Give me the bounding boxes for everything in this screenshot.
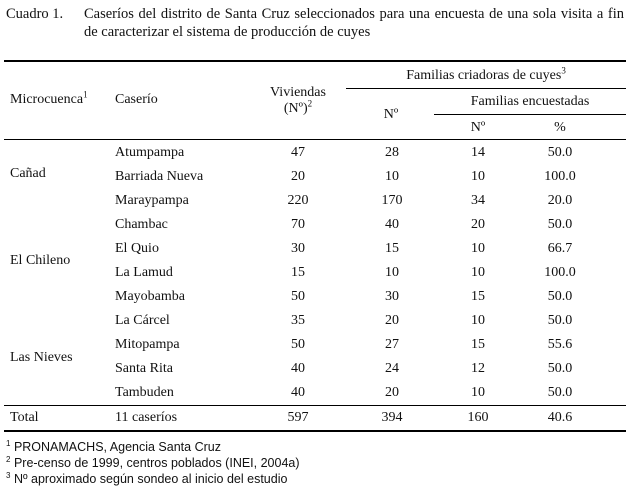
header-caserio: Caserío xyxy=(115,92,158,107)
familias-cell: 170 xyxy=(381,193,403,208)
caserio-cell: Mitopampa xyxy=(115,337,180,352)
caserio-cell: Santa Rita xyxy=(115,361,173,376)
total-familias: 394 xyxy=(381,410,403,425)
encuestadas-cell: 12 xyxy=(471,361,485,376)
viviendas-cell: 40 xyxy=(291,361,305,376)
table-row xyxy=(0,337,630,361)
table-row xyxy=(0,265,630,289)
pct-cell: 50.0 xyxy=(547,289,573,304)
pct-cell: 66.7 xyxy=(547,241,573,256)
table-row xyxy=(0,361,630,385)
header-microcuenca: Microcuenca$^1$ xyxy=(10,89,88,107)
viviendas-cell: 50 xyxy=(291,337,305,352)
header-familias-encuestadas: Familias encuestadas xyxy=(470,94,590,109)
encuestadas-cell: 20 xyxy=(471,217,485,232)
caserio-cell: Maraypampa xyxy=(115,193,189,208)
viviendas-cell: 70 xyxy=(291,217,305,232)
caserio-cell: La Cárcel xyxy=(115,313,170,328)
encuestadas-cell: 15 xyxy=(471,289,485,304)
familias-cell: 10 xyxy=(385,265,399,280)
header-bottom-rule xyxy=(4,139,626,140)
group-label: El Chileno xyxy=(10,253,71,268)
viviendas-cell: 30 xyxy=(291,241,305,256)
caserio-cell: La Lamud xyxy=(115,265,173,280)
familias-cell: 15 xyxy=(385,241,399,256)
total-top-rule xyxy=(4,405,626,406)
viviendas-cell: 220 xyxy=(287,193,309,208)
viviendas-cell: 20 xyxy=(291,169,305,184)
familias-encuestadas-rule xyxy=(434,114,626,115)
pct-cell: 100.0 xyxy=(544,265,576,280)
caserio-cell: Tambuden xyxy=(115,385,174,400)
viviendas-cell: 47 xyxy=(291,145,305,160)
header-viviendas xyxy=(248,85,348,117)
header-familias-criadoras: Familias criadoras de cuyes$^3$ xyxy=(406,65,566,83)
familias-cell: 20 xyxy=(385,313,399,328)
header-encuestadas-no: Nº xyxy=(470,120,486,135)
pct-cell: 50.0 xyxy=(547,385,573,400)
familias-cell: 20 xyxy=(385,385,399,400)
encuestadas-cell: 10 xyxy=(471,169,485,184)
header-viviendas-label: Viviendas xyxy=(270,85,326,100)
encuestadas-cell: 10 xyxy=(471,313,485,328)
familias-cell: 28 xyxy=(385,145,399,160)
footnote: $^2$ Pre-censo de 1999, centros poblados (INEI, 2004a) xyxy=(6,454,300,470)
encuestadas-cell: 10 xyxy=(471,265,485,280)
caserio-cell: Mayobamba xyxy=(115,289,185,304)
viviendas-cell: 40 xyxy=(291,385,305,400)
familias-criadoras-rule xyxy=(346,88,626,89)
table-row xyxy=(0,217,630,241)
viviendas-cell: 35 xyxy=(291,313,305,328)
familias-cell: 40 xyxy=(385,217,399,232)
table-row xyxy=(0,241,630,265)
caption-text: Caseríos del distrito de Santa Cruz seleccionados para una encuesta de una sola visita a fin de caracterizar el sistema de producción de cuyes xyxy=(84,6,624,40)
table-row xyxy=(0,193,630,217)
encuestadas-cell: 10 xyxy=(471,385,485,400)
header-familias-no: Nº xyxy=(383,107,399,122)
familias-cell: 10 xyxy=(385,169,399,184)
footnote: $^3$ Nº aproximado según sondeo al inicio del estudio xyxy=(6,470,288,486)
header-viviendas-unit: (Nº)$^2$ xyxy=(283,98,313,116)
familias-cell: 24 xyxy=(385,361,399,376)
pct-cell: 50.0 xyxy=(547,145,573,160)
total-row xyxy=(0,410,630,430)
encuestadas-cell: 10 xyxy=(471,241,485,256)
encuestadas-cell: 34 xyxy=(471,193,485,208)
table-row xyxy=(0,313,630,337)
footnote: $^1$ PRONAMACHS, Agencia Santa Cruz xyxy=(6,438,221,454)
pct-cell: 50.0 xyxy=(547,217,573,232)
familias-cell: 30 xyxy=(385,289,399,304)
caserio-cell: Atumpampa xyxy=(115,145,185,160)
table-row xyxy=(0,385,630,405)
caption-label: Cuadro 1. xyxy=(6,6,64,22)
header-encuestadas-pct: % xyxy=(554,120,566,135)
caserio-cell: Chambac xyxy=(115,217,168,232)
total-label: Total xyxy=(10,410,39,425)
total-encuestadas: 160 xyxy=(467,410,489,425)
top-rule xyxy=(4,60,626,62)
total-caserio: 11 caseríos xyxy=(115,410,178,425)
familias-cell: 27 xyxy=(385,337,399,352)
total-pct: 40.6 xyxy=(547,410,573,425)
pct-cell: 50.0 xyxy=(547,361,573,376)
viviendas-cell: 15 xyxy=(291,265,305,280)
encuestadas-cell: 14 xyxy=(471,145,485,160)
caserio-cell: El Quio xyxy=(115,241,159,256)
pct-cell: 50.0 xyxy=(547,313,573,328)
viviendas-cell: 50 xyxy=(291,289,305,304)
caserio-cell: Barriada Nueva xyxy=(115,169,204,184)
total-viviendas: 597 xyxy=(287,410,309,425)
encuestadas-cell: 15 xyxy=(471,337,485,352)
pct-cell: 20.0 xyxy=(547,193,573,208)
pct-cell: 55.6 xyxy=(547,337,573,352)
table-row xyxy=(0,169,630,193)
table-row xyxy=(0,289,630,313)
group-label: Las Nieves xyxy=(10,350,73,365)
bottom-rule xyxy=(4,430,626,432)
table-row xyxy=(0,145,630,169)
group-label: Cañad xyxy=(10,166,46,181)
pct-cell: 100.0 xyxy=(544,169,576,184)
